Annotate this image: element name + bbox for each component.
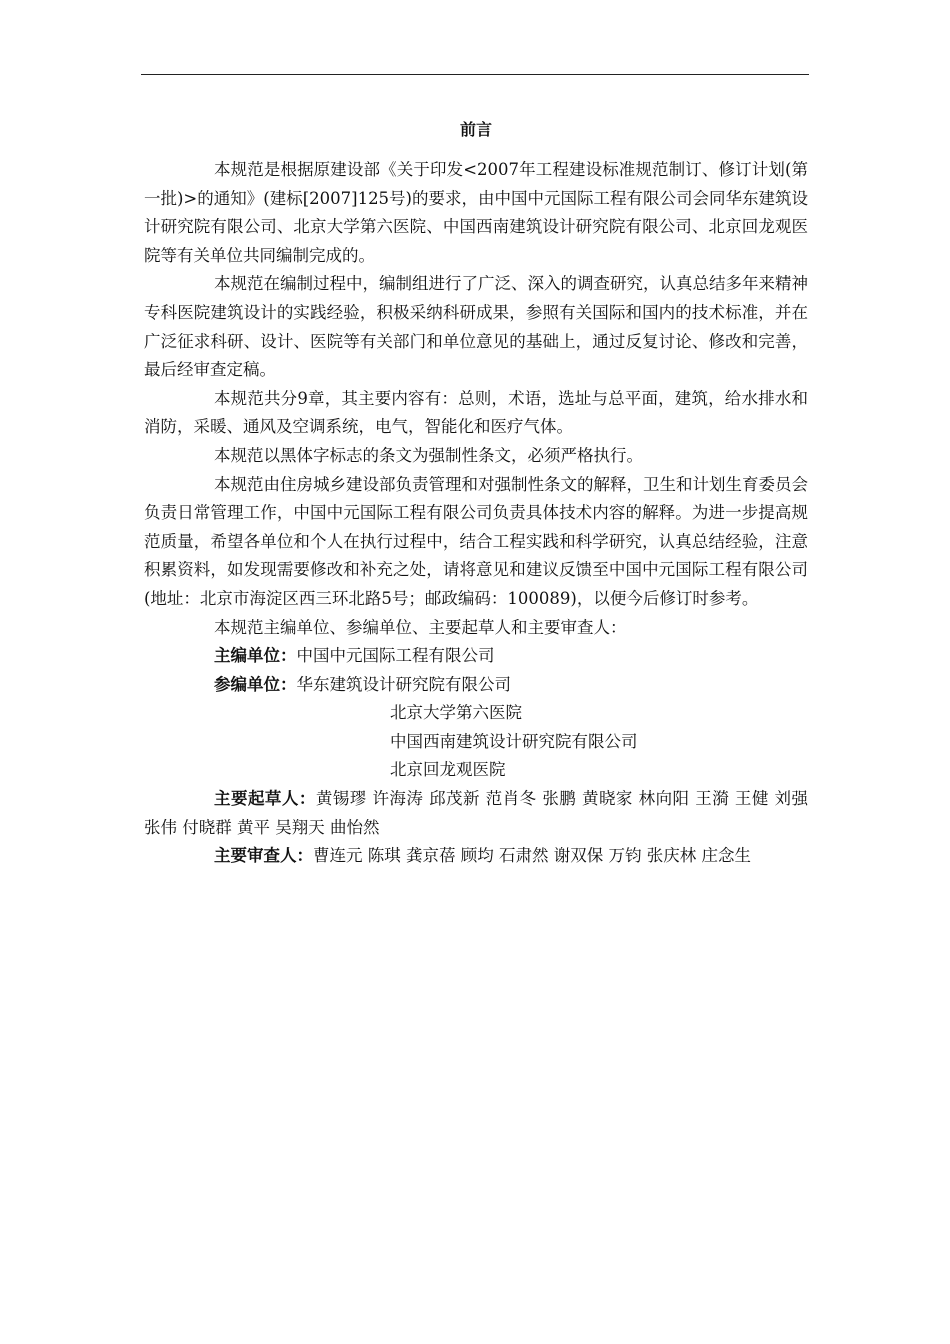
participant-item: 北京回龙观医院	[390, 760, 506, 780]
document-content	[144, 116, 808, 871]
participants-line	[144, 671, 808, 700]
participants-label: 参编单位：	[214, 674, 297, 694]
reviewers-label: 主要审查人：	[214, 846, 313, 866]
paragraph-chapters: 本规范共分9章，其主要内容有：总则，术语，选址与总平面，建筑，给水排水和消防，采暖、通风及空调系统，电气，智能化和医疗气体。	[144, 388, 808, 437]
drafters-line	[144, 785, 808, 842]
drafters-value: 黄锡璆 许海涛 邱茂新 范肖冬 张鹏 黄晓家 林向阳 王漪 王健 刘强 张伟 付晓群 黄平 吴翔天 曲怡然	[144, 789, 808, 837]
reviewers-line	[144, 842, 808, 871]
chief-editor-label: 主编单位：	[214, 646, 297, 666]
chief-editor-line	[144, 642, 808, 671]
drafters-label: 主要起草人：	[214, 789, 316, 809]
participant-item: 中国西南建筑设计研究院有限公司	[390, 731, 638, 751]
header-rule	[141, 74, 809, 75]
paragraph-units-intro: 本规范主编单位、参编单位、主要起草人和主要审查人：	[214, 617, 627, 637]
page-title: 前言	[459, 120, 492, 139]
reviewers-value: 曹连元 陈琪 龚京蓓 顾均 石肃然 谢双保 万钧 张庆林 庄念生	[313, 846, 751, 866]
chief-editor-value: 中国中元国际工程有限公司	[296, 646, 495, 666]
paragraph-process: 本规范在编制过程中，编制组进行了广泛、深入的调查研究，认真总结多年来精神专科医院建筑设计的实践经验，积极采纳科研成果，参照有关国际和国内的技术标准，并在广泛征求科研、设计、医院等有关部门和单位意见的基础上，通过反复讨论、修改和完善，最后经审查定稿。	[144, 274, 808, 380]
paragraph-mandatory: 本规范以黑体字标志的条文为强制性条文，必须严格执行。	[214, 445, 643, 465]
paragraph-management: 本规范由住房城乡建设部负责管理和对强制性条文的解释，卫生和计划生育委员会负责日常管理工作，中国中元国际工程有限公司负责具体技术内容的解释。为进一步提高规范质量，希望各单位和个人在执行过程中，结合工程实践和科学研究，认真总结经验，注意积累资料，如发现需要修改和补充之处，请将意见和建议反馈至中国中元国际工程有限公司(地址：北京市海淀区西三环北路5号；邮政编码：100089)，以便今后修订时参考。	[144, 474, 808, 608]
paragraph-basis: 本规范是根据原建设部《关于印发<2007年工程建设标准规范制订、修订计划(第一批)>的通知》(建标[2007]125号)的要求，由中国中元国际工程有限公司会同华东建筑设计研究院有限公司、北京大学第六医院、中国西南建筑设计研究院有限公司、北京回龙观医院等有关单位共同编制完成的。	[144, 160, 808, 265]
participant-item: 北京大学第六医院	[390, 703, 522, 723]
participant-first: 华东建筑设计研究院有限公司	[296, 674, 511, 694]
